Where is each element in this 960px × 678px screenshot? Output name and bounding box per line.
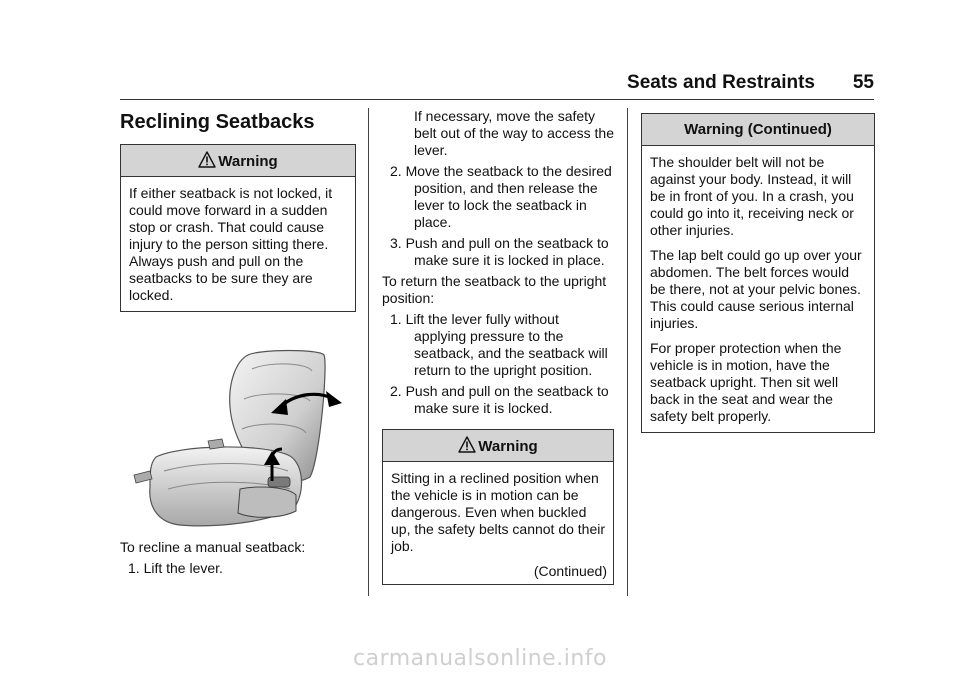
watermark: carmanualsonline.info [353,646,607,671]
warning-paragraph-lap-belt: The lap belt could go up over your abdomen. The belt forces would be there, not at your pelvic bones. This could cause serious internal injuries. [650,247,862,331]
warning-header [642,114,874,146]
page-number: 55 [852,72,874,93]
step-1: 1. Lift the lever. [128,560,223,576]
recline-instruction-intro: To recline a manual seatback: [120,539,306,555]
column-3 [641,113,875,433]
return-step-2: 2. Push and pull on the seatback to make sure it is locked. [390,383,609,416]
warning-header [383,430,613,462]
return-instruction-intro: To return the seatback to the upright position: [382,273,607,306]
step-3: 3. Push and pull on the seatback to make sure it is locked in place. [390,235,609,268]
column-divider-1 [368,108,369,596]
seat-recline-illustration [120,349,356,539]
warning-paragraph-shoulder-belt: The shoulder belt will not be against your body. Instead, it will be in front of you. In a crash, you could go into it, receiving neck or other injuries. [650,154,854,238]
warning-text: Sitting in a reclined position when the vehicle is in motion can be dangerous. Even when buckled up, the safety belts cannot do their job. [391,470,606,554]
warning-title: Warning [218,152,278,170]
warning-triangle-icon [458,436,476,458]
warning-title: Warning (Continued) [684,121,832,138]
return-step-1: 1. Lift the lever fully without applying pressure to the seatback, and the seatback will return to the upright position. [390,311,608,378]
step-2: 2. Move the seatback to the desired position, and then release the lever to lock the seatback in place. [390,163,612,230]
header-divider [120,99,874,100]
column-1 [120,108,356,581]
section-heading: Reclining Seatbacks [120,111,315,133]
warning-triangle-icon [198,151,216,173]
warning-box-continued [641,113,875,433]
section-title: Seats and Restraints [627,72,815,93]
column-divider-2 [627,108,628,596]
warning-title: Warning [478,437,538,455]
warning-box-seatback-lock [120,144,356,312]
warning-header [121,145,355,177]
step-1-continuation: If necessary, move the safety belt out of the way to access the lever. [414,108,615,158]
column-2 [382,108,614,585]
warning-box-reclined-position [382,429,614,585]
continued-label: (Continued) [533,563,607,579]
warning-text: If either seatback is not locked, it could move forward in a sudden stop or crash. That could cause injury to the person sitting there. Always push and pull on the seatbacks to be sure they are locked. [129,185,333,303]
warning-paragraph-proper-protection: For proper protection when the vehicle is in motion, have the seatback upright. Then sit well back in the seat and wear the safety belt properly. [650,340,842,424]
